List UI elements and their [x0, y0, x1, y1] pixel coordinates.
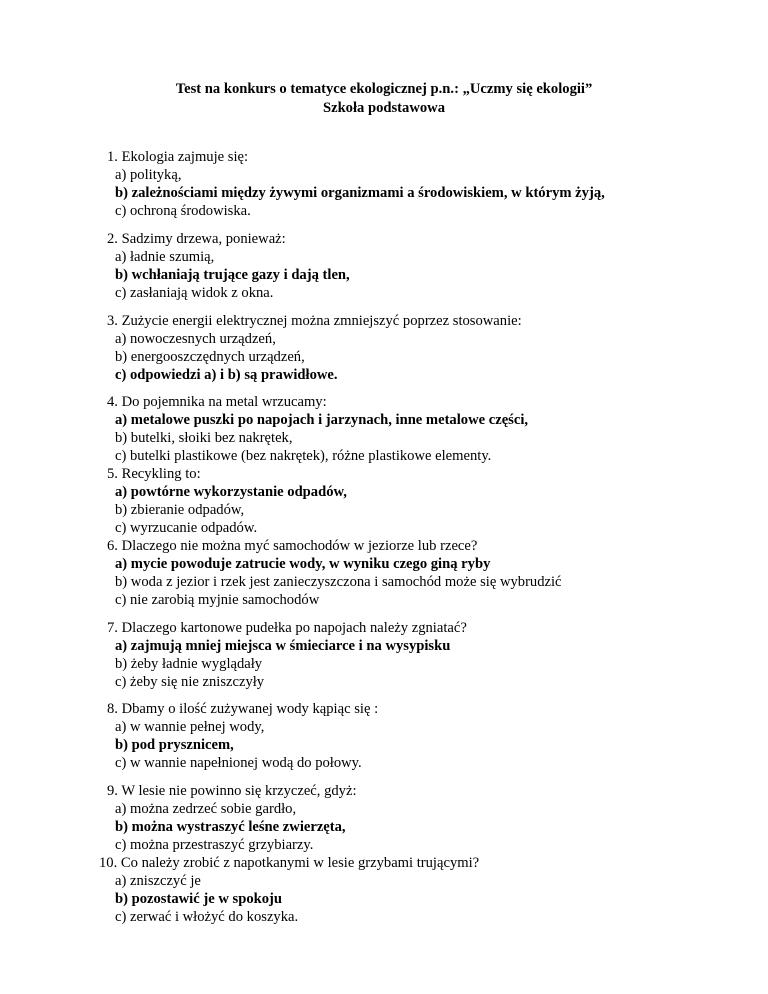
document-header [0, 80, 768, 118]
document-subtitle: Szkoła podstawowa [322, 100, 446, 116]
answer-b-correct: b) można wystraszyć leśne zwierzęta, [115, 819, 346, 835]
answer-a: a) można zedrzeć sobie gardło, [115, 801, 297, 817]
answer-c: c) ochroną środowiska. [115, 203, 251, 219]
answer-c: c) nie zarobią myjnie samochodów [115, 592, 320, 608]
answer-b-correct: b) zależnościami między żywymi organizmami a środowiskiem, w którym żyją, [115, 185, 605, 201]
answer-c: c) można przestraszyć grzybiarzy. [115, 837, 314, 853]
answer-c: c) zasłaniają widok z okna. [115, 285, 274, 301]
question-text: 2. Sadzimy drzewa, ponieważ: [107, 231, 286, 247]
question-text: 10. Co należy zrobić z napotkanymi w lesie grzybami trującymi? [99, 855, 480, 871]
question-4 [0, 393, 700, 465]
answer-a-correct: a) zajmują mniej miejsca w śmieciarce i na wysypisku [115, 638, 451, 654]
question-text: 3. Zużycie energii elektrycznej można zmniejszyć poprzez stosowanie: [107, 313, 522, 329]
question-6 [0, 537, 700, 609]
answer-c-correct: c) odpowiedzi a) i b) są prawidłowe. [115, 367, 338, 383]
answer-a: a) w wannie pełnej wody, [115, 719, 265, 735]
answer-c: c) w wannie napełnionej wodą do połowy. [115, 755, 362, 771]
answer-b: b) zbieranie odpadów, [115, 502, 245, 518]
answer-b-correct: b) pod prysznicem, [115, 737, 234, 753]
question-text: 7. Dlaczego kartonowe pudełka po napojach należy zgniatać? [107, 620, 467, 636]
answer-c: c) żeby się nie zniszczyły [115, 674, 265, 690]
question-9 [0, 782, 700, 854]
answer-a-correct: a) powtórne wykorzystanie odpadów, [115, 484, 347, 500]
answer-a: a) polityką, [115, 167, 182, 183]
question-3 [0, 312, 700, 384]
answer-c: c) wyrzucanie odpadów. [115, 520, 258, 536]
answer-b-correct: b) wchłaniają trujące gazy i dają tlen, [115, 267, 350, 283]
answer-b-correct: b) pozostawić je w spokoju [115, 891, 283, 907]
answer-c: c) butelki plastikowe (bez nakrętek), różne plastikowe elementy. [115, 448, 492, 464]
document-title: Test na konkurs o tematyce ekologicznej p.n.: „Uczmy się ekologii” [175, 81, 593, 97]
question-8 [0, 700, 700, 772]
question-text: 6. Dlaczego nie można myć samochodów w jeziorze lub rzece? [107, 538, 478, 554]
question-1 [0, 148, 700, 220]
answer-a: a) nowoczesnych urządzeń, [115, 331, 276, 347]
answer-b: b) żeby ładnie wyglądały [115, 656, 263, 672]
question-text: 4. Do pojemnika na metal wrzucamy: [107, 394, 327, 410]
answer-b: b) woda z jezior i rzek jest zanieczyszczona i samochód może się wybrudzić [115, 574, 562, 590]
question-7 [0, 619, 700, 691]
question-10 [0, 854, 700, 926]
question-text: 9. W lesie nie powinno się krzyczeć, gdyż: [107, 783, 357, 799]
question-2 [0, 230, 700, 302]
answer-a: a) zniszczyć je [115, 873, 201, 889]
question-text: 8. Dbamy o ilość zużywanej wody kąpiąc się : [107, 701, 379, 717]
answer-a: a) ładnie szumią, [115, 249, 215, 265]
question-5 [0, 465, 700, 537]
answer-a-correct: a) metalowe puszki po napojach i jarzynach, inne metalowe części, [115, 412, 529, 428]
answer-a-correct: a) mycie powoduje zatrucie wody, w wyniku czego giną ryby [115, 556, 491, 572]
question-text: 1. Ekologia zajmuje się: [107, 149, 249, 165]
answer-b: b) butelki, słoiki bez nakrętek, [115, 430, 293, 446]
answer-b: b) energooszczędnych urządzeń, [115, 349, 305, 365]
answer-c: c) zerwać i włożyć do koszyka. [115, 909, 299, 925]
question-text: 5. Recykling to: [107, 466, 201, 482]
